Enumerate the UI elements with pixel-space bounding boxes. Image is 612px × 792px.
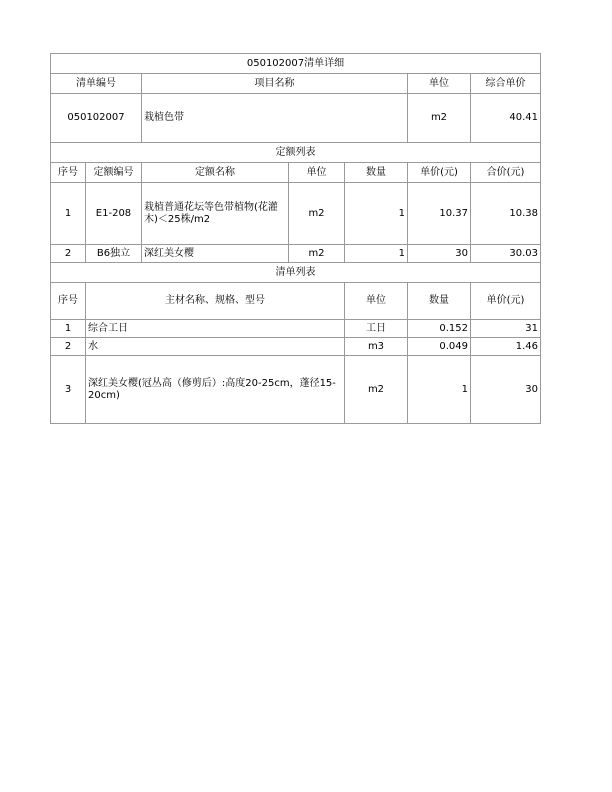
material-quantity: 0.152 (408, 320, 471, 338)
column-header: 合价(元) (471, 163, 541, 183)
bill-code-header: 清单编号 (51, 74, 142, 94)
column-header: 定额名称 (142, 163, 289, 183)
quota-quantity: 1 (345, 245, 408, 263)
material-unit-price: 30 (471, 356, 541, 424)
row-number: 2 (51, 338, 86, 356)
quota-code: E1-208 (86, 183, 142, 245)
material-unit: m3 (345, 338, 408, 356)
material-name: 水 (86, 338, 345, 356)
row-number: 1 (51, 320, 86, 338)
column-header: 单位 (345, 283, 408, 320)
quota-quantity: 1 (345, 183, 408, 245)
material-unit-price: 31 (471, 320, 541, 338)
column-header: 数量 (408, 283, 471, 320)
column-header: 单位 (289, 163, 345, 183)
unit-header: 单位 (408, 74, 471, 94)
table-row (51, 183, 541, 245)
material-unit: 工日 (345, 320, 408, 338)
column-header: 单价(元) (471, 283, 541, 320)
materials-section-title: 清单列表 (51, 263, 541, 283)
column-header: 主材名称、规格、型号 (86, 283, 345, 320)
row-number: 3 (51, 356, 86, 424)
table-row (51, 338, 541, 356)
quota-code: B6独立 (86, 245, 142, 263)
item-name-header: 项目名称 (142, 74, 408, 94)
material-quantity: 0.049 (408, 338, 471, 356)
column-header: 序号 (51, 163, 86, 183)
quota-total: 30.03 (471, 245, 541, 263)
bill-detail-table (50, 53, 541, 424)
quota-unit-price: 10.37 (408, 183, 471, 245)
quota-total: 10.38 (471, 183, 541, 245)
column-header: 定额编号 (86, 163, 142, 183)
material-unit: m2 (345, 356, 408, 424)
quota-unit: m2 (289, 183, 345, 245)
material-unit-price: 1.46 (471, 338, 541, 356)
material-name: 深红美女樱(冠丛高（修剪后）:高度20-25cm，蓬径15-20cm) (86, 356, 345, 424)
column-header: 数量 (345, 163, 408, 183)
materials-header-row (51, 283, 541, 320)
table-row (51, 320, 541, 338)
unit-price-header: 综合单价 (471, 74, 541, 94)
quota-section-title: 定额列表 (51, 143, 541, 163)
bill-code-value: 050102007 (51, 94, 142, 143)
item-name-value: 栽植色带 (142, 94, 408, 143)
quota-name: 深红美女樱 (142, 245, 289, 263)
row-number: 2 (51, 245, 86, 263)
column-header: 序号 (51, 283, 86, 320)
column-header: 单价(元) (408, 163, 471, 183)
quota-unit-price: 30 (408, 245, 471, 263)
quota-header-row (51, 163, 541, 183)
table-title: 050102007清单详细 (51, 54, 541, 74)
table-row (51, 356, 541, 424)
table-row (51, 245, 541, 263)
unit-value: m2 (408, 94, 471, 143)
quota-name: 栽植普通花坛等色带植物(花灌木)＜25株/m2 (142, 183, 289, 245)
material-name: 综合工日 (86, 320, 345, 338)
quota-unit: m2 (289, 245, 345, 263)
row-number: 1 (51, 183, 86, 245)
material-quantity: 1 (408, 356, 471, 424)
unit-price-value: 40.41 (471, 94, 541, 143)
